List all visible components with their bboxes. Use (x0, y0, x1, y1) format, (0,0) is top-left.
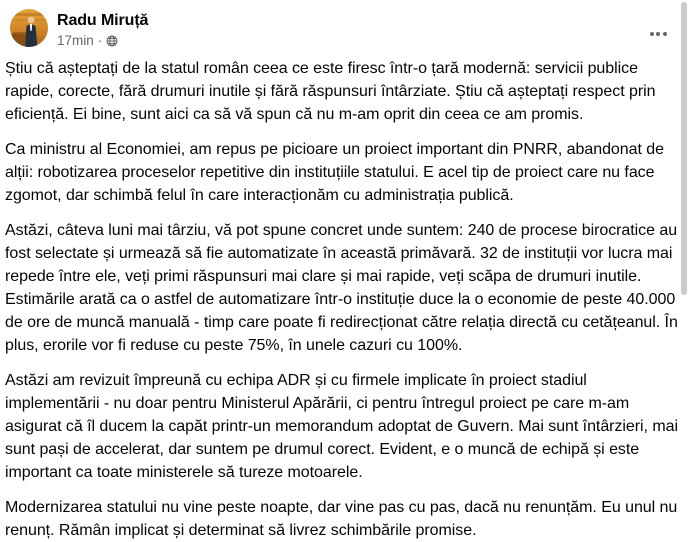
avatar[interactable] (10, 9, 48, 47)
ellipsis-icon (663, 32, 667, 36)
post-paragraph: Astăzi am revizuit împreună cu echipa ADR și cu firmele implicate în proiect stadiul implementării - nu doar pentru Ministerul Apărării, ci pentru întregul proiect pe care m-am asigurat că îl ducem la capăt printr-un memorandum adoptat de Guvern. Mai sunt întârzieri, mai sunt pași de accelerat, dar suntem pe drumul corect. Evident, e o muncă de echipă și este important ca toate ministerele să tureze motoarele. (5, 372, 683, 481)
more-options-button[interactable] (642, 22, 674, 46)
avatar-image (10, 9, 48, 47)
scrollbar-thumb[interactable] (681, 2, 687, 295)
timestamp[interactable]: 17min (57, 33, 94, 48)
header-info (57, 9, 148, 49)
meta-separator: · (97, 33, 103, 48)
post-header (0, 0, 688, 55)
post-paragraph: Știu că așteptați de la statul român ceea ce este firesc într-o țară modernă: servicii publice rapide, corecte, fără drumuri inutile și fără răspunsuri întârziate. Știu că așteptați respect prin eficiență. Ei bine, sunt aici ca să vă spun că nu m-am oprit din ceea ce am promis. (5, 60, 660, 123)
post-body (0, 55, 688, 542)
ellipsis-icon (650, 32, 654, 36)
globe-icon (106, 35, 118, 47)
post-paragraph: Ca ministru al Economiei, am repus pe picioare un proiect important din PNRR, abandonat de alții: robotizarea proceselor repetitive din instituțiile statului. E acel tip de proiect care nu face zgomot, dar schimbă felul în care interacționăm cu administrația publică. (5, 141, 669, 204)
post-paragraph: Modernizarea statului nu vine peste noapte, dar vine pas cu pas, dacă nu renunțăm. Eu unul nu renunț. Rămân implicat și determinat să livrez schimbările promise. (5, 499, 682, 539)
author-name[interactable]: Radu Miruță (57, 12, 149, 29)
post-paragraph: Astăzi, câteva luni mai târziu, vă pot spune concret unde suntem: 240 de procese birocratice au fost selectate și urmează să fie automatizate în această primăvară. 32 de instituții vor lucra mai repede între ele, veți primi răspunsuri mai clare și mai rapide, veți scăpa de drumuri inutile. Estimările arată ca o astfel de automatizare într-o instituție duce la o economie de peste 40.000 de ore de muncă manuală - timp care poate fi redirecționat către relația directă cu cetățeanul. În plus, erorile vor fi reduse cu peste 75%, în unele cazuri cu 100%. (5, 222, 683, 354)
post-meta (57, 33, 148, 49)
ellipsis-icon (656, 32, 660, 36)
